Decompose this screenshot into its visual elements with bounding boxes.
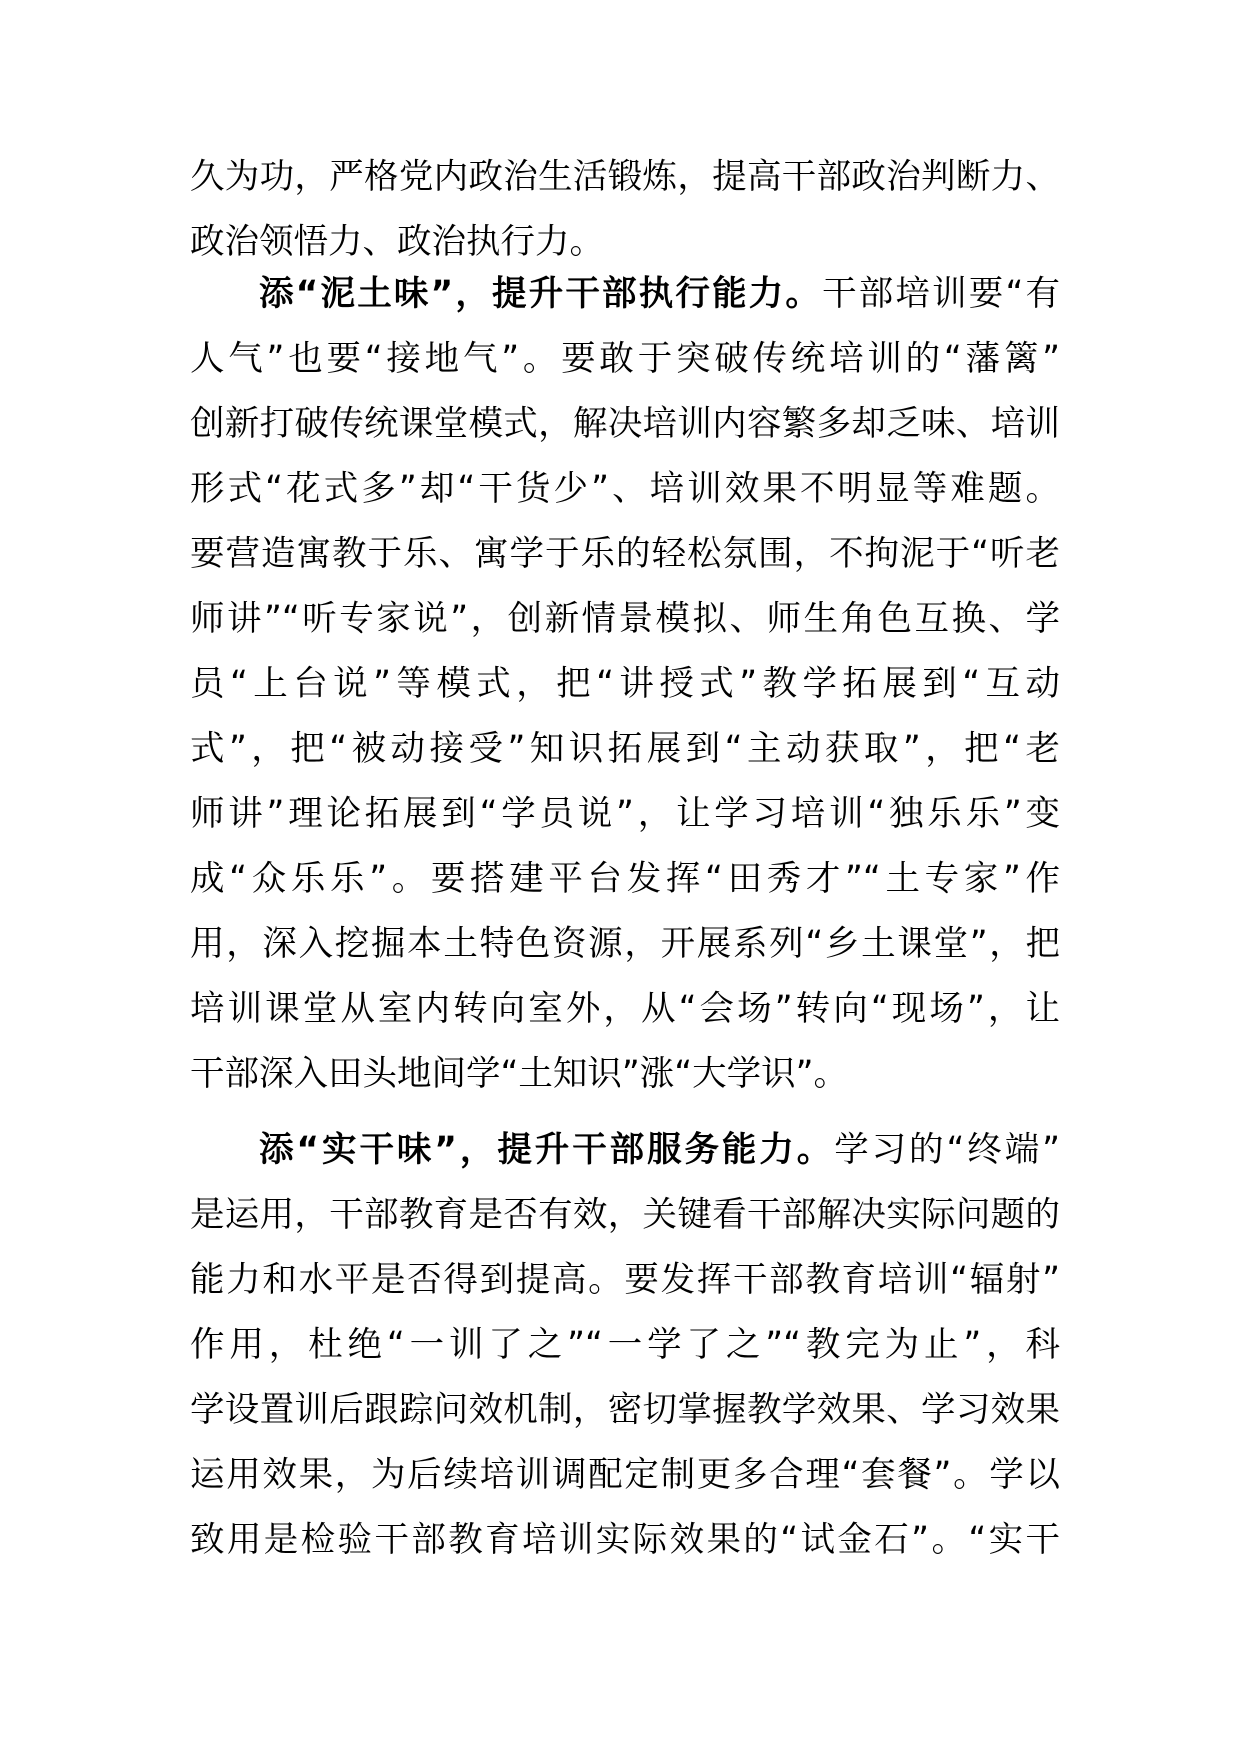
text-line: 作用，杜绝“一训了之”“一学了之”“教完为止”，科 — [190, 1325, 1060, 1365]
text-line: 久为功，严格党内政治生活锻炼，提高干部政治判断力、 — [190, 157, 1060, 197]
text-line: 学设置训后跟踪问效机制，密切掌握教学效果、学习效果 — [190, 1390, 1060, 1430]
text-line: 干部深入田头地间学“土知识”涨“大学识”。 — [190, 1054, 848, 1094]
text-line: 是运用，干部教育是否有效，关键看干部解决实际问题的 — [190, 1195, 1060, 1235]
text-line: 培训课堂从室内转向室外，从“会场”转向“现场”，让 — [190, 989, 1060, 1029]
text-line: 形式“花式多”却“干货少”、培训效果不明显等难题。 — [190, 469, 1060, 509]
text-line: 用，深入挖掘本土特色资源，开展系列“乡土课堂”，把 — [190, 924, 1060, 964]
paragraph-first-line — [190, 1118, 1060, 1183]
text-line: 能力和水平是否得到提高。要发挥干部教育培训“辐射” — [190, 1260, 1060, 1300]
paragraph-heading: 添“实干味”，提升干部服务能力。 — [259, 1130, 835, 1170]
paragraph-2 — [190, 262, 1060, 1107]
text-line: 政治领悟力、政治执行力。 — [190, 222, 604, 262]
text-line: 创新打破传统课堂模式，解决培训内容繁多却乏味、培训 — [190, 404, 1060, 444]
paragraph-heading: 添“泥土味”，提升干部执行能力。 — [259, 274, 823, 314]
paragraph-3 — [190, 1118, 1060, 1573]
paragraph-1 — [190, 145, 1060, 275]
text-line: 式”，把“被动接受”知识拓展到“主动获取”，把“老 — [190, 729, 1060, 769]
text-line: 人气”也要“接地气”。要敢于突破传统培训的“藩篱” — [190, 339, 1060, 379]
paragraph-first-line — [190, 262, 1060, 327]
text-line: 要营造寓教于乐、寓学于乐的轻松氛围，不拘泥于“听老 — [190, 534, 1060, 574]
text-fragment: 干部培训要“有 — [822, 274, 1060, 314]
text-line: 师讲”理论拓展到“学员说”，让学习培训“独乐乐”变 — [190, 794, 1060, 834]
text-line: 运用效果，为后续培训调配定制更多合理“套餐”。学以 — [190, 1455, 1060, 1495]
text-fragment: 学习的“终端” — [834, 1130, 1060, 1170]
text-line: 员“上台说”等模式，把“讲授式”教学拓展到“互动 — [190, 664, 1060, 704]
text-line: 成“众乐乐”。要搭建平台发挥“田秀才”“土专家”作 — [190, 859, 1060, 899]
text-line: 致用是检验干部教育培训实际效果的“试金石”。“实干 — [190, 1520, 1060, 1560]
text-line: 师讲”“听专家说”，创新情景模拟、师生角色互换、学 — [190, 599, 1060, 639]
